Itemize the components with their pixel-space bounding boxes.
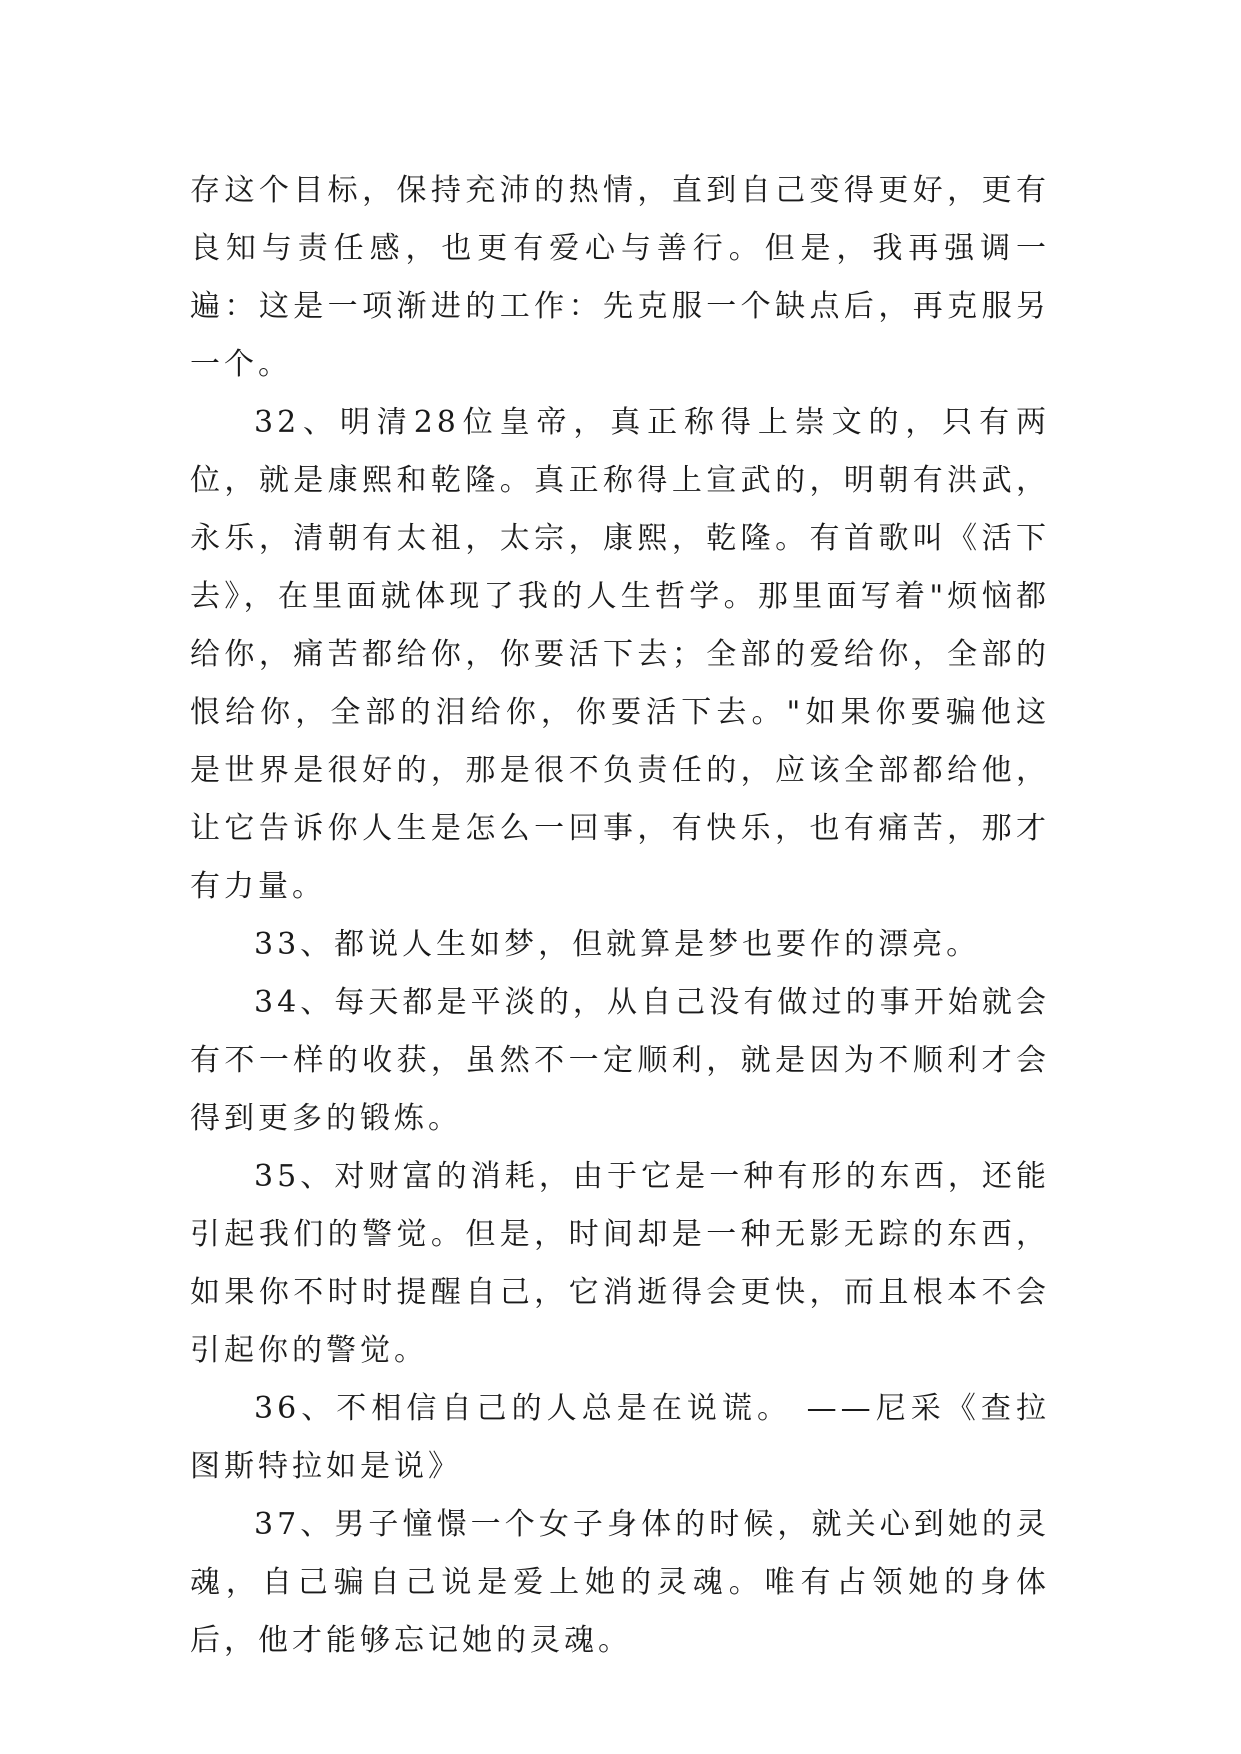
document-body bbox=[190, 162, 1050, 1670]
paragraph-34: 34、每天都是平淡的，从自己没有做过的事开始就会有不一样的收获，虽然不一定顺利，就是因为不顺利才会得到更多的锻炼。 bbox=[190, 985, 1050, 1136]
paragraph-36: 36、不相信自己的人总是在说谎。 ——尼采《查拉图斯特拉如是说》 bbox=[190, 1391, 1050, 1484]
paragraph-33: 33、都说人生如梦，但就算是梦也要作的漂亮。 bbox=[254, 927, 981, 962]
paragraph-continuation: 存这个目标，保持充沛的热情，直到自己变得更好，更有良知与责任感，也更有爱心与善行。但是，我再强调一遍：这是一项渐进的工作：先克服一个缺点后，再克服另一个。 bbox=[190, 173, 1050, 382]
paragraph-35: 35、对财富的消耗，由于它是一种有形的东西，还能引起我们的警觉。但是，时间却是一种无影无踪的东西，如果你不时时提醒自己，它消逝得会更快，而且根本不会引起你的警觉。 bbox=[190, 1159, 1050, 1368]
paragraph-37: 37、男子憧憬一个女子身体的时候，就关心到她的灵魂，自己骗自己说是爱上她的灵魂。唯有占领她的身体后，他才能够忘记她的灵魂。 bbox=[190, 1507, 1050, 1658]
paragraph-32: 32、明清28位皇帝，真正称得上崇文的，只有两位，就是康熙和乾隆。真正称得上宣武的，明朝有洪武，永乐，清朝有太祖，太宗，康熙，乾隆。有首歌叫《活下去》，在里面就体现了我的人生哲学。那里面写着"烦恼都给你，痛苦都给你，你要活下去；全部的爱给你，全部的恨给你，全部的泪给你，你要活下去。"如果你要骗他这是世界是很好的，那是很不负责任的，应该全部都给他，让它告诉你人生是怎么一回事，有快乐，也有痛苦，那才有力量。 bbox=[190, 405, 1050, 904]
